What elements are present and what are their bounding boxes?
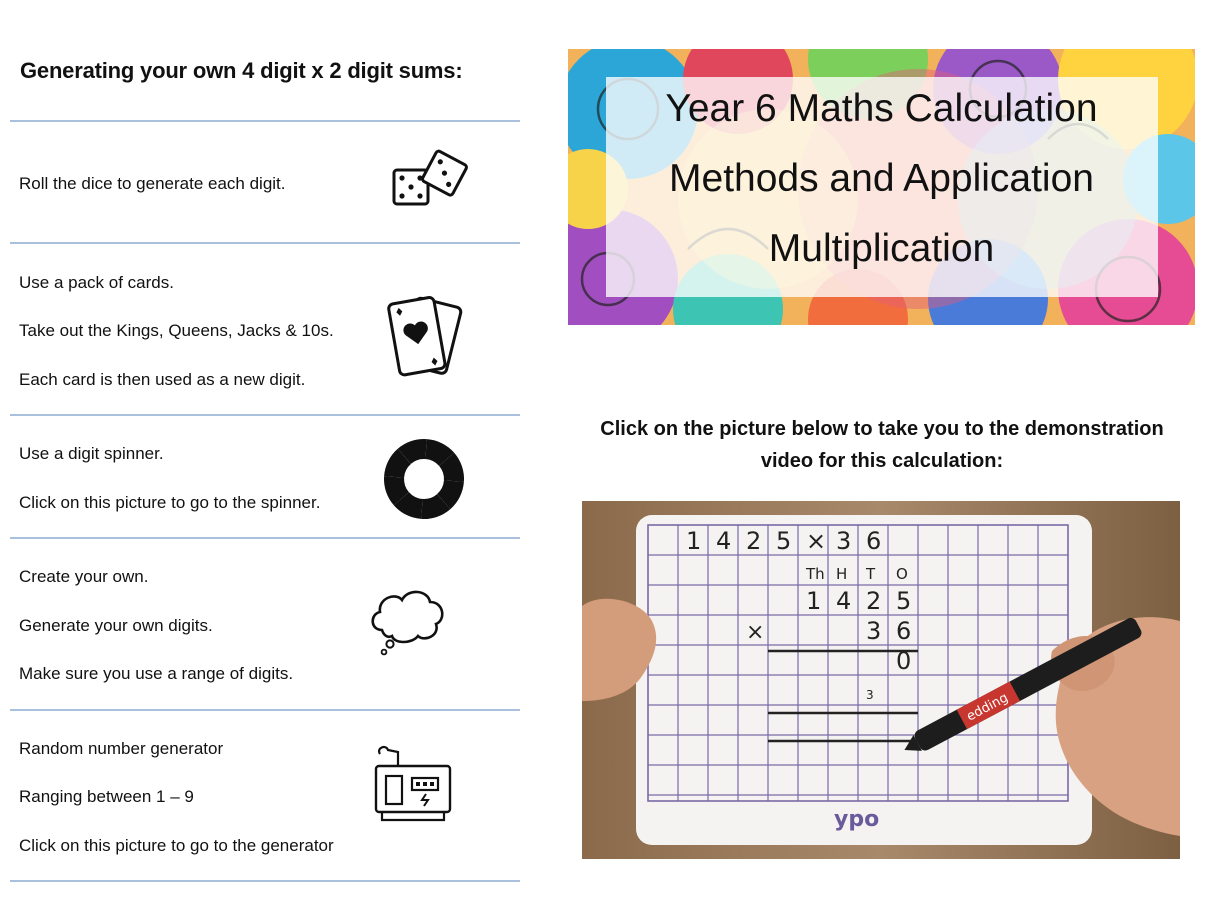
board-place-value-header: H: [836, 565, 848, 583]
board-multiplier-digit: 3: [866, 617, 882, 645]
board-place-value-header: O: [896, 565, 908, 583]
pen-label: edding: [964, 690, 1011, 725]
section-divider: [10, 537, 520, 539]
title-banner: [568, 49, 1195, 325]
section-divider: [10, 242, 520, 244]
board-brand-logo: ypo: [834, 807, 880, 832]
dice-icon: [390, 148, 468, 212]
board-multiplier-digit: 6: [896, 617, 912, 645]
cards-instruction-1: Use a pack of cards.: [19, 273, 174, 292]
whiteboard-photo: [582, 501, 1180, 859]
video-caption: [582, 413, 1182, 477]
cards-instruction-2: Take out the Kings, Queens, Jacks & 10s.: [19, 321, 334, 340]
board-top-row-char: 4: [716, 527, 732, 555]
board-place-value-header: T: [866, 565, 876, 583]
spinner-icon[interactable]: [382, 437, 466, 521]
board-carry-digit: 3: [866, 688, 874, 702]
section-divider: [10, 709, 520, 711]
board-multiplicand-digit: 2: [866, 587, 882, 615]
board-top-row-char: 2: [746, 527, 762, 555]
playing-cards-icon: [382, 292, 468, 382]
generator-instruction-2: Ranging between 1 – 9: [19, 787, 194, 806]
board-multiplicand-digit: 5: [896, 587, 912, 615]
section-divider: [10, 414, 520, 416]
worksheet-heading: Generating your own 4 digit x 2 digit sums:: [20, 58, 463, 83]
board-multiplicand-digit: 1: [806, 587, 822, 615]
board-top-row-char: 6: [866, 527, 882, 555]
cards-instruction-3: Each card is then used as a new digit.: [19, 370, 306, 389]
board-multiplicand-digit: 4: [836, 587, 852, 615]
thought-bubble-icon: [368, 586, 448, 658]
board-top-row-char: ×: [806, 527, 827, 555]
banner-title-line-2: Methods and Application: [669, 157, 1094, 200]
spinner-instruction-2[interactable]: Click on this picture to go to the spinner.: [19, 493, 321, 512]
section-divider: [10, 880, 520, 882]
generator-instruction-3[interactable]: Click on this picture to go to the generator: [19, 836, 334, 855]
banner-title-line-3: Multiplication: [768, 227, 995, 270]
generator-instruction-1: Random number generator: [19, 739, 224, 758]
demonstration-video-thumbnail[interactable]: [582, 501, 1180, 859]
create-instruction-1: Create your own.: [19, 567, 149, 586]
create-instruction-3: Make sure you use a range of digits.: [19, 664, 294, 683]
section-divider: [10, 120, 520, 122]
board-place-value-header: Th: [806, 565, 825, 583]
board-top-row-char: 5: [776, 527, 792, 555]
video-caption-line-1: Click on the picture below to take you to the demonstration: [600, 418, 1164, 440]
banner-title-line-1: Year 6 Maths Calculation: [665, 87, 1098, 130]
board-top-row-char: 1: [686, 527, 702, 555]
generator-machine-icon[interactable]: [372, 744, 454, 826]
board-top-row-char: 3: [836, 527, 852, 555]
dice-instruction: Roll the dice to generate each digit.: [19, 174, 286, 193]
video-caption-line-2: video for this calculation:: [760, 450, 1004, 472]
create-instruction-2: Generate your own digits.: [19, 616, 213, 635]
board-partial-product-digit: 0: [896, 647, 912, 675]
board-times-sign: ×: [746, 620, 765, 645]
spinner-instruction-1: Use a digit spinner.: [19, 444, 164, 463]
